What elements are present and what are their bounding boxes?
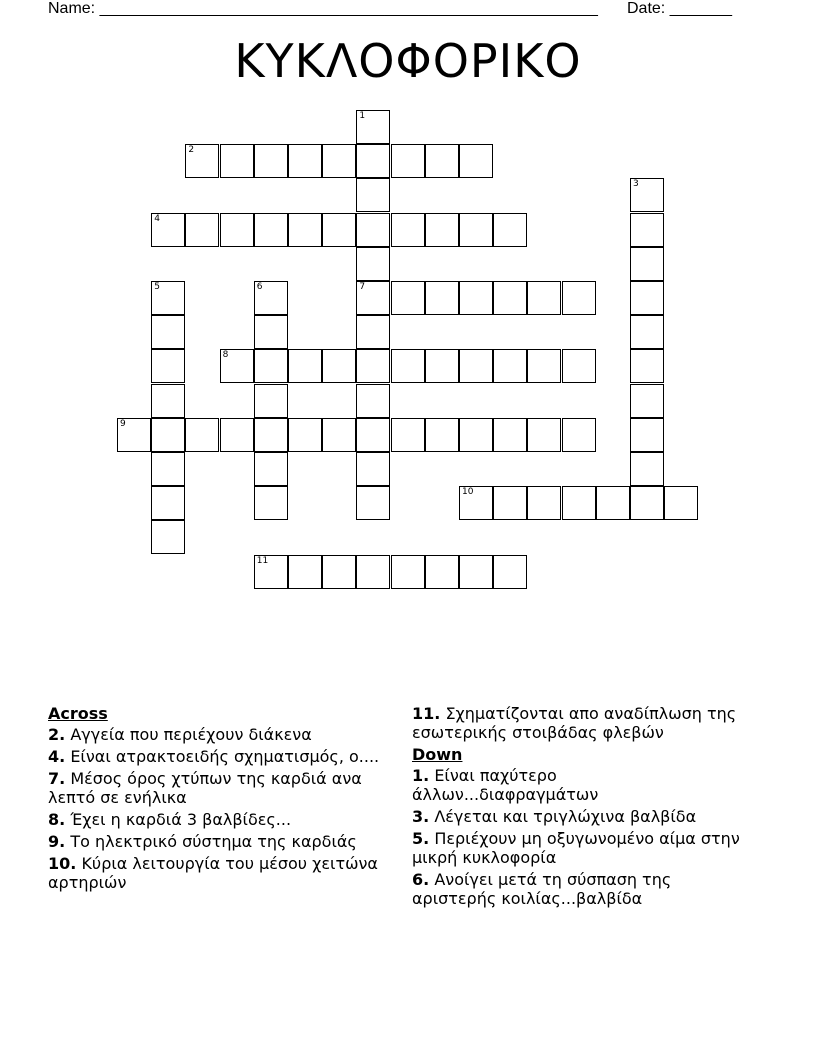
grid-cell[interactable] (425, 418, 459, 452)
grid-cell[interactable] (630, 178, 664, 212)
grid-cell[interactable] (151, 384, 185, 418)
grid-cell[interactable] (356, 213, 390, 247)
clue-across-9: 9. Το ηλεκτρικό σύστημα της καρδιάς (48, 832, 357, 851)
grid-cell[interactable] (562, 418, 596, 452)
grid-cell[interactable] (151, 349, 185, 383)
grid-cell[interactable] (630, 213, 664, 247)
grid-cell[interactable] (527, 281, 561, 315)
clue-across-7: 7. Μέσος όρος χτύπων της καρδιά ανα λεπτό σε ενήλικα (48, 769, 362, 807)
grid-cell[interactable] (356, 315, 390, 349)
grid-cell[interactable] (220, 418, 254, 452)
clue-across-8: 8. Έχει η καρδιά 3 βαλβίδες... (48, 810, 292, 829)
grid-cell[interactable] (527, 418, 561, 452)
grid-cell[interactable] (322, 418, 356, 452)
grid-cell[interactable] (356, 110, 390, 144)
clues-left-column (48, 704, 398, 895)
grid-cell[interactable] (459, 486, 493, 520)
grid-cell[interactable] (356, 144, 390, 178)
grid-cell[interactable] (562, 281, 596, 315)
grid-cell[interactable] (288, 144, 322, 178)
grid-cell[interactable] (151, 315, 185, 349)
across-heading: Across (48, 704, 108, 723)
grid-cell[interactable] (220, 144, 254, 178)
grid-cell[interactable] (630, 349, 664, 383)
grid-cell[interactable] (151, 452, 185, 486)
grid-cell[interactable] (425, 555, 459, 589)
grid-cell[interactable] (562, 486, 596, 520)
grid-cell[interactable] (322, 349, 356, 383)
grid-cell[interactable] (322, 555, 356, 589)
grid-cell[interactable] (459, 555, 493, 589)
grid-cell[interactable] (391, 144, 425, 178)
grid-cell[interactable] (356, 555, 390, 589)
grid-cell[interactable] (459, 213, 493, 247)
grid-cell[interactable] (391, 349, 425, 383)
clues-right-column (412, 704, 747, 911)
grid-cell[interactable] (254, 349, 288, 383)
cell-number: 9 (120, 418, 126, 429)
grid-cell[interactable] (527, 349, 561, 383)
grid-cell[interactable] (254, 144, 288, 178)
grid-cell[interactable] (185, 144, 219, 178)
grid-cell[interactable] (425, 213, 459, 247)
cell-number: 8 (222, 350, 229, 361)
grid-cell[interactable] (356, 349, 390, 383)
cell-number: 5 (154, 282, 160, 292)
grid-cell[interactable] (391, 213, 425, 247)
grid-cell[interactable] (630, 315, 664, 349)
clue-across-2: 2. Αγγεία που περιέχουν διάκενα (48, 725, 312, 744)
grid-cell[interactable] (425, 144, 459, 178)
grid-cell[interactable] (493, 213, 527, 247)
down-heading: Down (412, 745, 463, 764)
grid-cell[interactable] (288, 555, 322, 589)
cell-number: 7 (359, 282, 366, 292)
grid-cell[interactable] (254, 452, 288, 486)
clue-down-3: 3. Λέγεται και τριγλώχινα βαλβίδα (412, 807, 697, 826)
clue-down-5: 5. Περιέχουν μη οξυγωνομένο αίμα στην μικρή κυκλοφορία (412, 829, 740, 867)
grid-cell[interactable] (493, 486, 527, 520)
cell-number: 3 (633, 179, 639, 190)
grid-cell[interactable] (151, 520, 185, 554)
grid-cell[interactable] (220, 213, 254, 247)
grid-cell[interactable] (254, 281, 288, 315)
grid-cell[interactable] (562, 349, 596, 383)
grid-cell[interactable] (425, 349, 459, 383)
grid-cell[interactable] (493, 555, 527, 589)
cell-number: 11 (256, 555, 269, 566)
grid-cell[interactable] (664, 486, 698, 520)
grid-cell[interactable] (493, 349, 527, 383)
grid-cell[interactable] (117, 418, 151, 452)
grid-cell[interactable] (356, 178, 390, 212)
grid-cell[interactable] (391, 418, 425, 452)
cell-number: 6 (256, 282, 263, 292)
grid-cell[interactable] (254, 555, 288, 589)
grid-cell[interactable] (220, 349, 254, 383)
grid-cell[interactable] (151, 281, 185, 315)
grid-cell[interactable] (356, 452, 390, 486)
name-field[interactable]: Name: ________________________________________________________ (48, 0, 598, 17)
grid-cell[interactable] (356, 247, 390, 281)
grid-cell[interactable] (322, 144, 356, 178)
grid-cell[interactable] (596, 486, 630, 520)
grid-cell[interactable] (493, 281, 527, 315)
cell-number: 4 (154, 213, 160, 224)
grid-cell[interactable] (493, 418, 527, 452)
grid-cell[interactable] (630, 281, 664, 315)
cell-number: 1 (359, 111, 366, 121)
clue-down-6: 6. Ανοίγει μετά τη σύσπαση της αριστερής κοιλίας...βαλβίδα (412, 870, 672, 908)
clue-across-10: 10. Κύρια λειτουργία του μέσου χειτώνα αρτηριών (48, 854, 378, 892)
grid-cell[interactable] (459, 349, 493, 383)
clue-across-4: 4. Είναι ατρακτοειδής σχηματισμός, ο.... (48, 747, 380, 766)
grid-cell[interactable] (288, 418, 322, 452)
grid-cell[interactable] (356, 384, 390, 418)
grid-cell[interactable] (356, 281, 390, 315)
grid-cell[interactable] (630, 486, 664, 520)
grid-cell[interactable] (391, 281, 425, 315)
cell-number: 2 (188, 145, 195, 156)
clue-down-1: 1. Είναι παχύτερο άλλων...διαφραγμάτων (412, 766, 599, 804)
grid-cell[interactable] (356, 486, 390, 520)
cell-number: 10 (462, 487, 474, 498)
grid-cell[interactable] (254, 213, 288, 247)
grid-cell[interactable] (630, 418, 664, 452)
grid-cell[interactable] (254, 315, 288, 349)
date-field[interactable]: Date: _______ (627, 0, 732, 17)
grid-cell[interactable] (151, 418, 185, 452)
grid-cell[interactable] (185, 213, 219, 247)
clue-across-11: 11. Σχηματίζονται απο αναδίπλωση της εσωτερικής στοιβάδας φλεβών (412, 704, 737, 742)
grid-cell[interactable] (151, 213, 185, 247)
grid-cell[interactable] (288, 349, 322, 383)
grid-cell[interactable] (288, 213, 322, 247)
grid-cell[interactable] (185, 418, 219, 452)
grid-cell[interactable] (527, 486, 561, 520)
grid-cell[interactable] (322, 213, 356, 247)
grid-cell[interactable] (151, 486, 185, 520)
grid-cell[interactable] (254, 418, 288, 452)
grid-cell[interactable] (391, 555, 425, 589)
grid-cell[interactable] (254, 384, 288, 418)
grid-cell[interactable] (630, 384, 664, 418)
grid-cell[interactable] (459, 418, 493, 452)
grid-cell[interactable] (254, 486, 288, 520)
grid-cell[interactable] (425, 281, 459, 315)
grid-cell[interactable] (630, 452, 664, 486)
grid-cell[interactable] (459, 281, 493, 315)
grid-cell[interactable] (459, 144, 493, 178)
puzzle-title: ΚΥΚΛΟΦΟΡΙΚΟ (234, 34, 582, 88)
grid-cell[interactable] (356, 418, 390, 452)
grid-cell[interactable] (630, 247, 664, 281)
